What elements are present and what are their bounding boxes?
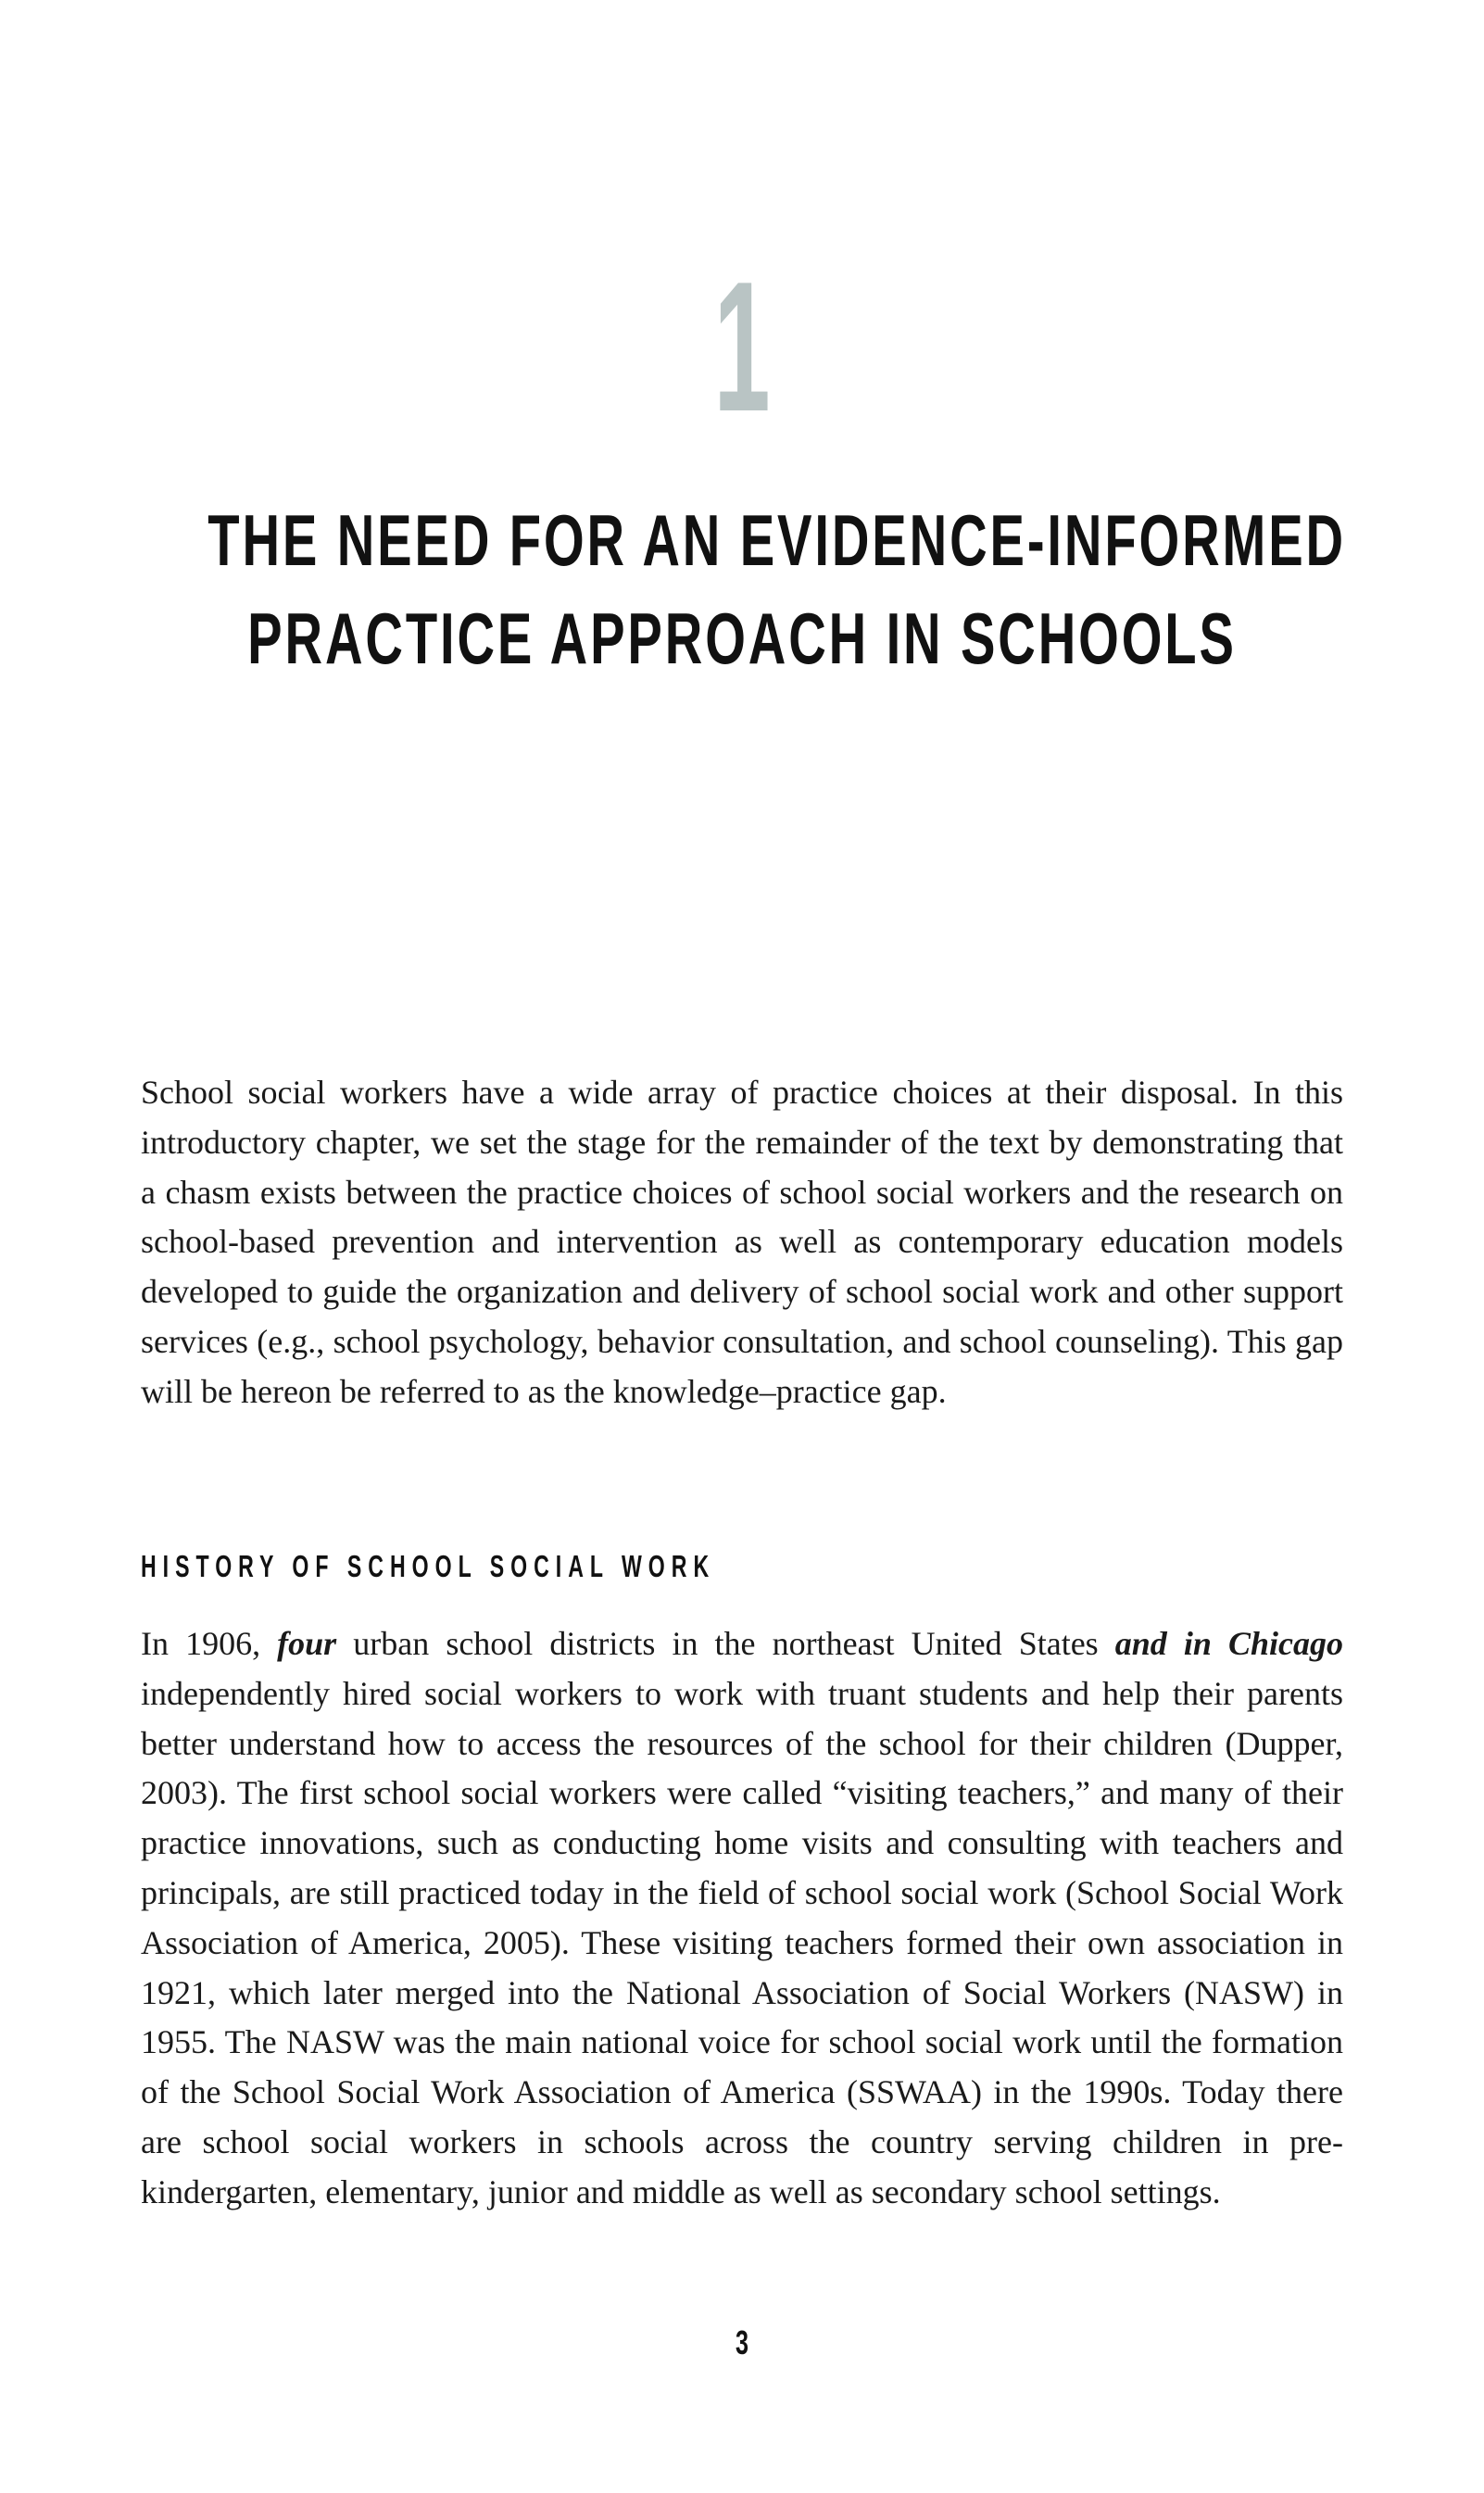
page-number: 3 — [735, 2323, 749, 2361]
chapter-title-line-1: THE NEED FOR AN EVIDENCE-INFORMED — [208, 499, 1346, 581]
section-heading: HISTORY OF SCHOOL SOCIAL WORK — [141, 1549, 716, 1583]
history-emphasis-four: four — [277, 1625, 337, 1662]
chapter-title — [0, 491, 1484, 687]
history-text-part-1: In 1906, — [141, 1625, 278, 1662]
history-emphasis-chicago: and in Chicago — [1114, 1625, 1343, 1662]
history-text-part-3: independently hired social workers to work with truant students and help their parents better understand how to access the resources of the school for their children (Dupper, 2003). The first school social workers were called “visiting teachers,” and many of their practice innovations, such as conducting home visits and consulting with teachers and principals, are still practiced today in the field of school social work (School Social Work Association of America, 2005). These visiting teachers formed their own association in 1921, which later merged into the National Association of Social Workers (NASW) in 1955. The NASW was the main national voice for school social work until the formation of the School Social Work Association of America (SSWAA) in the 1990s. Today there are school social workers in schools across the country serving children in pre-kindergarten, elementary, junior and middle as well as secondary school settings. — [141, 1674, 1343, 2210]
history-text-part-2: urban school districts in the northeast United States — [336, 1625, 1115, 1662]
chapter-number: 1 — [713, 244, 771, 450]
chapter-title-line-2: PRACTICE APPROACH IN SCHOOLS — [247, 598, 1237, 679]
intro-paragraph: School social workers have a wide array of practice choices at their disposal. In this introductory chapter, we set the stage for the remainder of the text by demonstrating that a chasm exists between the practice choices of school social workers and the research on school-based prevention and intervention as well as contemporary education models developed to guide the organization and delivery of school social work and other support services (e.g., school psychology, behavior consultation, and school counseling). This gap will be hereon be referred to as the knowledge–practice gap. — [141, 1074, 1343, 1410]
history-paragraph — [141, 1619, 1343, 2218]
